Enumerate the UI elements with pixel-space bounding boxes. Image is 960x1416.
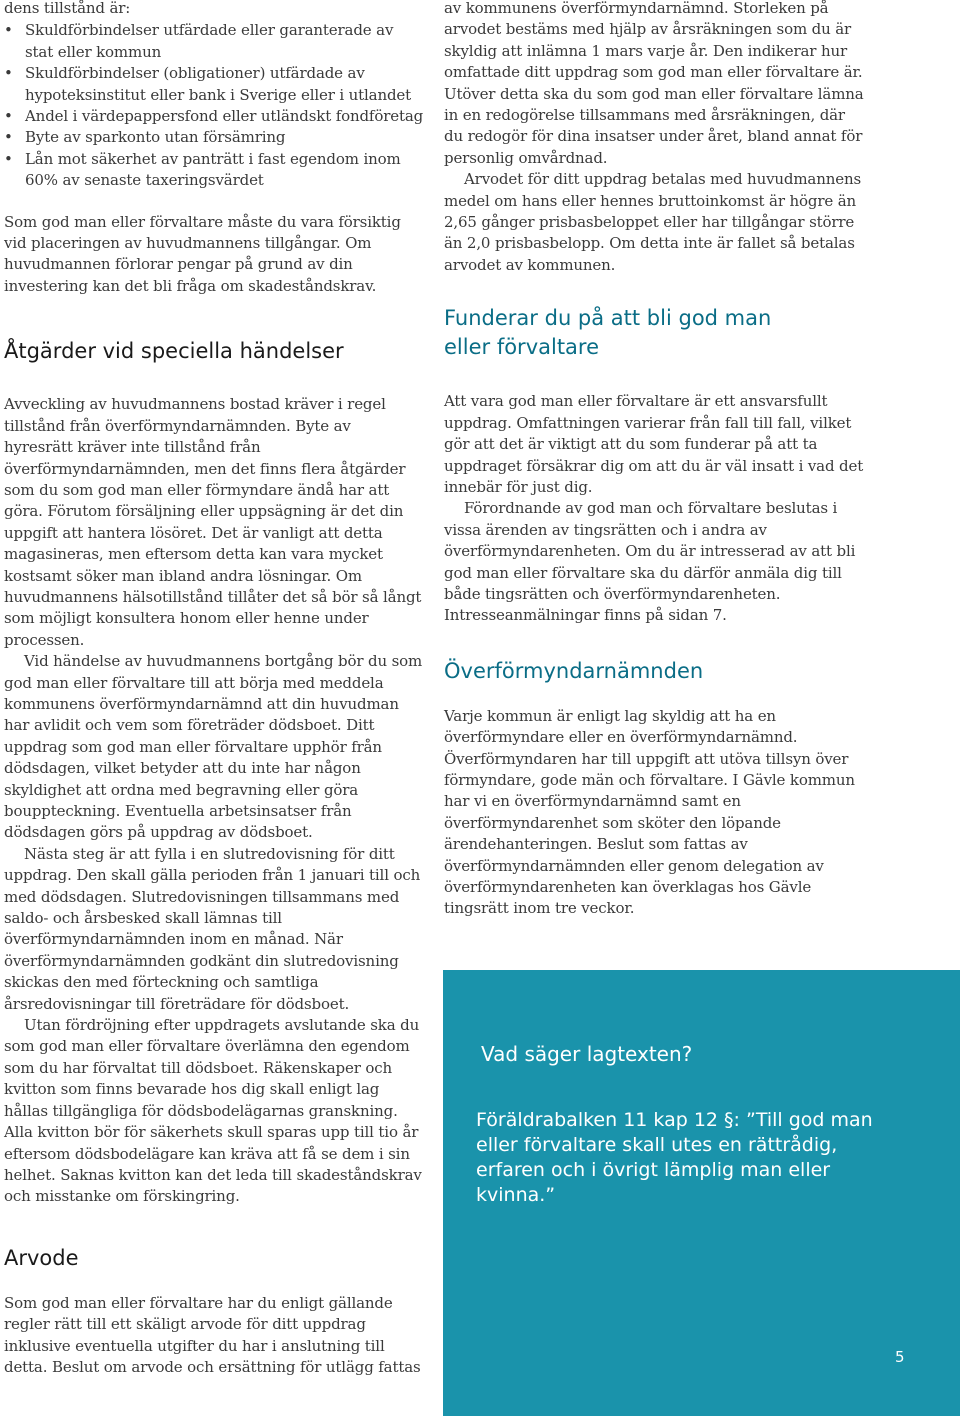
law-box-title: Vad säger lagtexten? [481, 1042, 693, 1066]
right-column [444, 0, 864, 920]
intro-line: dens tillstånd är: [4, 0, 131, 17]
list-item: • Skuldförbindelser utfärdade eller garanterade av stat eller kommun [4, 21, 394, 61]
list-item: • Skuldförbindelser (obligationer) utfärdade av hypoteksinstitut eller bank i Sverige eller i utlandet [4, 64, 412, 104]
left-column [4, 0, 424, 1378]
paragraph-guardianship-board: Varje kommun är enligt lag skyldig att ha en överförmyndare eller en överförmyndarnämnd. Överförmyndaren har till uppgift att utöva tillsyn över förmyndare, gode män och förvaltare. I Gävle kommun har vi en överförmyndarnämnd samt en överförmyndarenhet som sköter den löpande ärendehanteringen. Beslut som fattas av överförmyndarnämnden eller genom delegation av överförmyndarenheten kan överklagas hos Gävle tingsrätt inom tre veckor. [444, 706, 855, 918]
heading-fee: Arvode [4, 1245, 79, 1270]
bullet-icon: • [4, 107, 13, 126]
paragraph-appointment: Förordnande av god man och förvaltare beslutas i vissa ärenden av tingsrätten och i andra av överförmyndarenheten. Om du är intresserad av att bli god man eller förvaltare ska du därför anmäla dig till både tingsrätten och överförmyndarenheten. Intresseanmälningar finns på sidan 7. [444, 499, 856, 625]
list-item: • Lån mot säkerhet av panträtt i fast egendom inom 60% av senaste taxeringsvärdet [4, 149, 401, 190]
bullet-icon: • [4, 149, 13, 168]
paragraph-fee-payment: Arvodet för ditt uppdrag betalas med huvudmannens medel om hans eller hennes bruttoinkomst är högre än 2,65 gånger prisbasbeloppet eller har tillgångar större än 2,0 prisbasbelopp. Om detta inte är fallet så betalas arvodet av kommunen. [444, 170, 862, 274]
heading-special-events: Åtgärder vid speciella händelser [4, 339, 344, 364]
paragraph-caution: Som god man eller förvaltare måste du vara försiktig vid placeringen av huvudmannens tillgångar. Om huvudmannen förlorar pengar på grund av din investering kan det bli fråga om skadeståndskrav. [4, 212, 401, 295]
list-item: • Byte av sparkonto utan försämring [4, 127, 424, 148]
paragraph-final-account: Nästa steg är att fylla i en slutredovisning för ditt uppdrag. Den skall gälla perioden från 1 januari till och med dödsdagen. Slutredovisningen tillsammans med saldo- och årsbesked skall lämnas till överförmyndarnämnden inom en månad. När överförmyndarnämnden godkänt din slutredovisning skickas den med förteckning och samtliga årsredovisningar till företrädare för dödsboet. [4, 844, 421, 1013]
list-item: • Andel i värdepappersfond eller utländskt fondföretag [4, 106, 424, 127]
law-box-quote: Föräldrabalken 11 kap 12 §: ”Till god man eller förvaltare skall utes en rättrådig, erfaren och i övrigt lämplig man eller kvinna.” [476, 1109, 873, 1206]
bullet-icon: • [4, 21, 13, 40]
paragraph-fee: Som god man eller förvaltare har du enligt gällande regler rätt till ett skäligt arvode för ditt uppdrag inklusive eventuella utgifter du har i anslutning till detta. Beslut om arvode och ersättning för utlägg fattas [4, 1293, 421, 1376]
bullet-icon: • [4, 64, 13, 83]
paragraph-fee-continued: av kommunens överförmyndarnämnd. Storleken på arvodet bestäms med hjälp av årsräkningen som du är skyldig att inlämna 1 mars varje år. Den indikerar hur omfattade ditt uppdrag som god man eller förvaltare är. Utöver detta ska du som god man eller förvaltare lämna in en redogörelse tillsammans med årsräkningen, där du redogör för dina insatser under året, bland annat för personlig omvårdnad. [444, 0, 864, 167]
investment-list [4, 20, 424, 191]
paragraph-death: Vid händelse av huvudmannens bortgång bör du som god man eller förvaltare till att börja med meddela kommunens överförmyndarnämnd att din huvudman har avlidit och vem som företräder dödsboet. Ditt uppdrag som god man eller förvaltare upphör från dödsdagen, vilket betyder att du inte har någon skyldighet att ordna med begravning eller göra bouppteckning. Eventuella arbetsinsatser från dödsdagen görs på uppdrag av dödsboet. [4, 652, 423, 842]
bullet-icon: • [4, 128, 13, 147]
heading-guardianship-board: Överförmyndarnämnden [444, 658, 704, 683]
paragraph-housing: Avveckling av huvudmannens bostad kräver i regel tillstånd från överförmyndarnämnden. Byte av hyresrätt kräver inte tillstånd från överförmyndarnämnden, men det finns flera åtgärder som du som god man eller förmyndare ändå har att göra. Förutom försäljning eller uppsägning är det din uppgift att hantera lösöret. Det är vanligt att detta magasineras, men eftersom detta kan vara mycket kostsamt söker man ibland andra lösningar. Om huvudmannens hälsotillstånd tillåter det så bör så långt som möjligt konsultera honom eller henne under processen. [4, 395, 422, 649]
heading-considering: Funderar du på att bli god man eller förvaltare [444, 306, 772, 360]
paragraph-handover: Utan fördröjning efter uppdragets avslutande ska du som god man eller förvaltare överlämna den egendom som du har förvaltat till dödsboet. Räkenskaper och kvitton som finns bevarade hos dig skall enligt lag hållas tillgängliga för dödsbodelägarnas granskning. Alla kvitton bör för säkerhets skull sparas upp till tio år eftersom dödsbodelägare kan kräva att få se dem i sin helhet. Saknas kvitton kan det leda till skadeståndskrav och misstanke om förskingring. [4, 1016, 422, 1206]
page-number: 5 [895, 1348, 905, 1366]
law-text-box [443, 970, 960, 1416]
paragraph-considering: Att vara god man eller förvaltare är ett ansvarsfullt uppdrag. Omfattningen varierar från fall till fall, vilket gör att det är viktigt att du som funderar på att ta uppdraget försäkrar dig om att du är väl insatt i vad det innebär för just dig. [444, 392, 864, 496]
